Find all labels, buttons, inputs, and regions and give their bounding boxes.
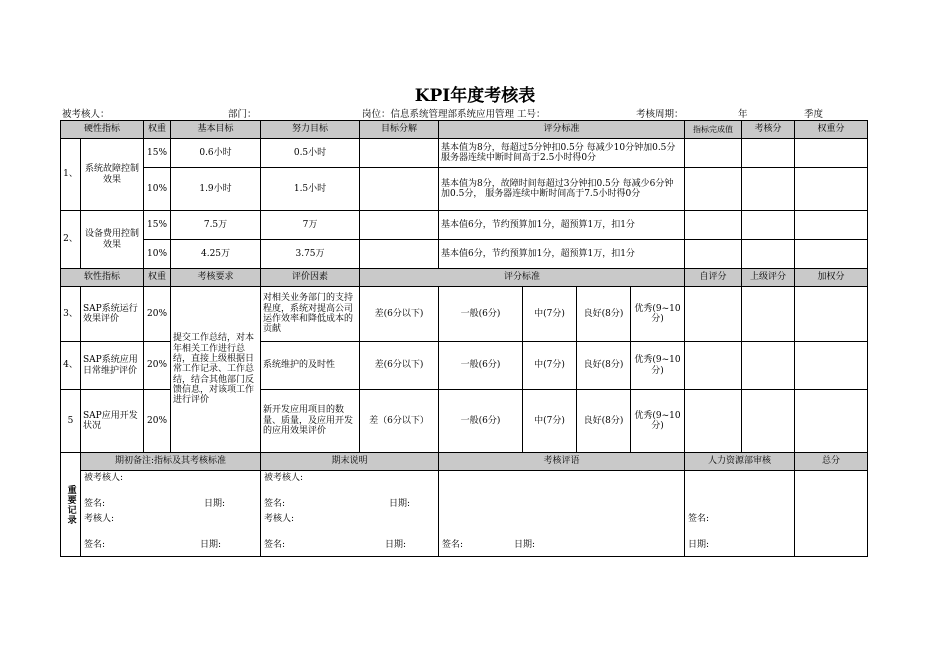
level-poor: 差（6分以下）	[360, 390, 439, 453]
level-good: 良好(8分)	[577, 390, 631, 453]
completion-cell	[685, 211, 742, 240]
date-label: 日期:	[688, 540, 710, 550]
level-good: 良好(8分)	[577, 342, 631, 390]
record-header-row	[61, 453, 868, 471]
sign-label: 签名:	[84, 499, 106, 509]
basic-target-cell: 0.6小时	[171, 139, 261, 168]
weight-cell: 20%	[144, 390, 171, 453]
hdr-soft-index: 软性指标	[61, 269, 144, 287]
factor-cell: 对相关业务部门的支持程度，系统对提高公司运作效率和降低成本的贡献	[261, 287, 360, 342]
final-notes-cell	[261, 471, 439, 557]
weight-cell: 20%	[144, 342, 171, 390]
weight-cell: 20%	[144, 287, 171, 342]
criteria-cell: 基本值6分，节约预算加1分，超预算1万，扣1分	[439, 211, 685, 240]
criteria-cell: 基本值6分，节约预算加1分，超预算1万，扣1分	[439, 240, 685, 269]
date-label: 日期:	[514, 540, 536, 550]
weight-cell: 15%	[144, 139, 171, 168]
level-poor: 差(6分以下)	[360, 287, 439, 342]
evaluation-cell	[439, 471, 685, 557]
score-cell	[742, 211, 795, 240]
level-excellent: 优秀(9~10分)	[631, 287, 685, 342]
self-score-cell	[685, 342, 742, 390]
effort-target-cell: 1.5小时	[261, 168, 360, 211]
requirement-cell: 提交工作总结，对本年相关工作进行总结，直接上级根据日常工作记录、工作总结，结合其他部门反馈信息，对该项工作进行评价	[171, 287, 261, 453]
record-row	[61, 471, 868, 557]
sign-label: 签名:	[442, 540, 464, 550]
effort-target-cell: 0.5小时	[261, 139, 360, 168]
completion-cell	[685, 240, 742, 269]
weighted-cell	[795, 390, 868, 453]
weighted-cell	[795, 342, 868, 390]
hdr-effort-target: 努力目标	[261, 121, 360, 139]
hdr-target-breakdown: 目标分解	[360, 121, 439, 139]
table-row	[61, 240, 868, 269]
row-number: 5	[61, 390, 81, 453]
total-score-cell	[795, 471, 868, 557]
row-number: 4、	[61, 342, 81, 390]
indicator-name: SAP系统应用日常维护评价	[81, 342, 144, 390]
indicator-name: SAP应用开发状况	[81, 390, 144, 453]
row-number: 2、	[61, 211, 81, 269]
record-side-label: 重要记录	[61, 453, 81, 557]
examinee-sign-label: 被考核人:	[264, 473, 304, 483]
hdr-initial-notes: 期初备注:指标及其考核标准	[81, 453, 261, 471]
year-label: 年	[738, 109, 748, 120]
weighted-cell	[795, 211, 868, 240]
hdr-self-score: 自评分	[685, 269, 742, 287]
hdr-hr-review: 人力资源部审核	[685, 453, 795, 471]
examiner-sign-label: 考核人:	[264, 514, 295, 524]
criteria-cell: 基本值为8分，故障时间每超过3分钟扣0.5分 每减少6分钟加0.5分， 服务器连续中断时间高于7.5小时得0分	[439, 168, 685, 211]
score-cell	[742, 139, 795, 168]
level-fair: 一般(6分)	[439, 287, 523, 342]
hdr-factor: 评价因素	[261, 269, 360, 287]
weighted-cell	[795, 287, 868, 342]
weight-cell: 10%	[144, 168, 171, 211]
superior-score-cell	[742, 342, 795, 390]
basic-target-cell: 4.25万	[171, 240, 261, 269]
indicator-name: 系统故障控制效果	[81, 139, 144, 211]
period-label: 考核周期：	[636, 109, 684, 120]
level-poor: 差(6分以下)	[360, 342, 439, 390]
initial-notes-cell	[81, 471, 261, 557]
breakdown-cell	[360, 240, 439, 269]
score-cell	[742, 240, 795, 269]
hdr-criteria: 评分标准	[360, 269, 685, 287]
hard-header-row	[61, 121, 868, 139]
hdr-weighted: 加权分	[795, 269, 868, 287]
criteria-cell: 基本值为8分，每超过5分钟扣0.5分 每减少10分钟加0.5分 服务器连续中断时间高于2.5小时得0分	[439, 139, 685, 168]
basic-target-cell: 1.9小时	[171, 168, 261, 211]
self-score-cell	[685, 287, 742, 342]
level-fair: 一般(6分)	[439, 390, 523, 453]
effort-target-cell: 7万	[261, 211, 360, 240]
hdr-total: 总分	[795, 453, 868, 471]
weight-cell: 10%	[144, 240, 171, 269]
factor-cell: 系统维护的及时性	[261, 342, 360, 390]
table-row	[61, 211, 868, 240]
page-title: KPI年度考核表	[414, 86, 536, 106]
hdr-score: 考核分	[742, 121, 795, 139]
hdr-weight: 权重	[144, 121, 171, 139]
date-label: 日期:	[389, 499, 411, 509]
table-row	[61, 168, 868, 211]
quarter-label: 季度	[804, 109, 824, 120]
factor-cell: 新开发应用项目的数量、质量，及应用开发的应用效果评价	[261, 390, 360, 453]
examinee-sign-label: 被考核人:	[84, 473, 124, 483]
completion-cell	[685, 139, 742, 168]
superior-score-cell	[742, 287, 795, 342]
sign-label: 签名:	[264, 499, 286, 509]
hdr-basic-target: 基本目标	[171, 121, 261, 139]
kpi-table	[60, 120, 868, 557]
hr-review-cell	[685, 471, 795, 557]
basic-target-cell: 7.5万	[171, 211, 261, 240]
effort-target-cell: 3.75万	[261, 240, 360, 269]
hdr-hard-index: 硬性指标	[61, 121, 144, 139]
level-fair: 一般(6分)	[439, 342, 523, 390]
hdr-superior-score: 上级评分	[742, 269, 795, 287]
hdr-final-notes: 期末说明	[261, 453, 439, 471]
score-cell	[742, 168, 795, 211]
examiner-sign-label: 考核人:	[84, 514, 115, 524]
hdr-weighted: 权重分	[795, 121, 868, 139]
level-good: 良好(8分)	[577, 287, 631, 342]
dept-label: 部门：	[228, 109, 257, 120]
completion-cell	[685, 168, 742, 211]
hdr-evaluation: 考核评语	[439, 453, 685, 471]
examinee-label: 被考核人：	[62, 109, 110, 120]
weighted-cell	[795, 168, 868, 211]
weighted-cell	[795, 240, 868, 269]
date-label: 日期:	[200, 540, 222, 550]
superior-score-cell	[742, 390, 795, 453]
row-number: 1、	[61, 139, 81, 211]
self-score-cell	[685, 390, 742, 453]
soft-header-row	[61, 269, 868, 287]
table-row	[61, 139, 868, 168]
hdr-completion: 指标完成值	[685, 121, 742, 139]
table-row	[61, 287, 868, 342]
level-excellent: 优秀(9~10分)	[631, 342, 685, 390]
level-medium: 中(7分)	[523, 390, 577, 453]
indicator-name: SAP系统运行效果评价	[81, 287, 144, 342]
weighted-cell	[795, 139, 868, 168]
breakdown-cell	[360, 211, 439, 240]
level-medium: 中(7分)	[523, 342, 577, 390]
sign-label: 签名:	[84, 540, 106, 550]
date-label: 日期:	[385, 540, 407, 550]
level-medium: 中(7分)	[523, 287, 577, 342]
hdr-weight: 权重	[144, 269, 171, 287]
level-excellent: 优秀(9~10分)	[631, 390, 685, 453]
breakdown-cell	[360, 168, 439, 211]
sign-label: 签名:	[264, 540, 286, 550]
hdr-requirement: 考核要求	[171, 269, 261, 287]
breakdown-cell	[360, 139, 439, 168]
weight-cell: 15%	[144, 211, 171, 240]
indicator-name: 设备费用控制效果	[81, 211, 144, 269]
sign-label: 签名:	[688, 514, 710, 524]
position-label: 岗位：信息系统管理部系统应用管理 工号：	[362, 109, 546, 120]
hdr-criteria: 评分标准	[439, 121, 685, 139]
date-label: 日期:	[204, 499, 226, 509]
row-number: 3、	[61, 287, 81, 342]
